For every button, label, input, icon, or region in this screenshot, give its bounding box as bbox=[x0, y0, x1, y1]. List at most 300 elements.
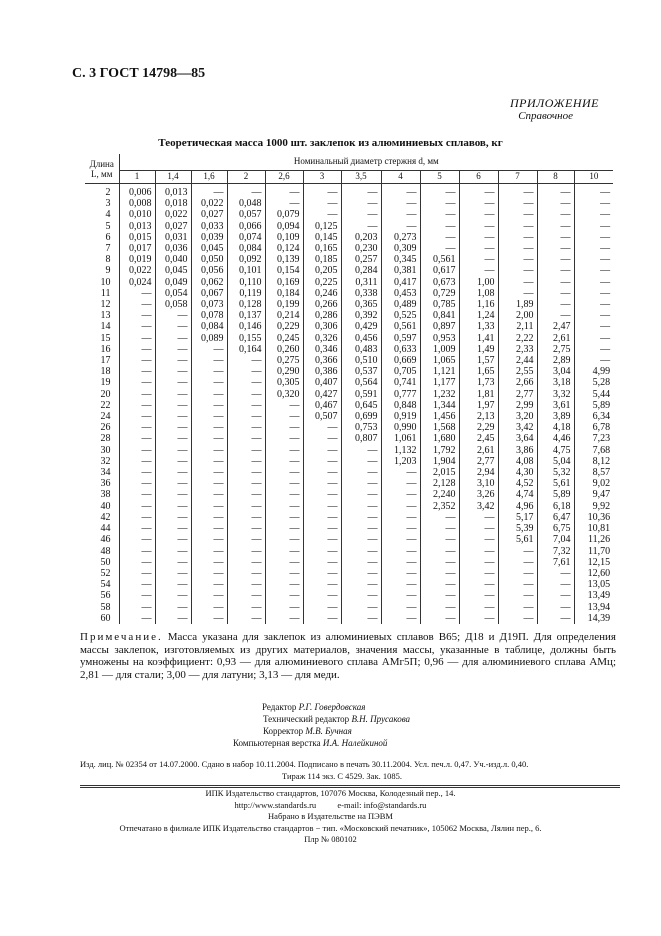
mass-cell: 0,507 bbox=[303, 411, 341, 422]
mass-cell: 3,61 bbox=[537, 400, 574, 411]
mass-cell: — bbox=[420, 523, 459, 534]
length-cell: 40 bbox=[85, 501, 119, 512]
mass-cell: — bbox=[155, 501, 191, 512]
mass-cell: — bbox=[341, 568, 381, 579]
mass-cell: — bbox=[191, 366, 227, 377]
mass-cell: — bbox=[265, 478, 303, 489]
mass-cell: — bbox=[265, 184, 303, 199]
mass-cell: 5,89 bbox=[574, 400, 613, 411]
mass-cell: — bbox=[574, 321, 613, 332]
mass-cell: 5,04 bbox=[537, 456, 574, 467]
mass-cell: — bbox=[459, 184, 498, 199]
table-row bbox=[85, 277, 613, 288]
mass-cell: — bbox=[191, 344, 227, 355]
length-cell: 28 bbox=[85, 433, 119, 444]
mass-cell: 2,33 bbox=[498, 344, 537, 355]
mass-cell: — bbox=[119, 445, 155, 456]
mass-cell: 1,97 bbox=[459, 400, 498, 411]
mass-cell: 4,96 bbox=[498, 501, 537, 512]
mass-cell: 0,062 bbox=[191, 277, 227, 288]
mass-cell: — bbox=[155, 579, 191, 590]
mass-cell: — bbox=[227, 445, 265, 456]
mass-cell: 12,15 bbox=[574, 557, 613, 568]
mass-cell: — bbox=[265, 579, 303, 590]
mass-cell: — bbox=[155, 613, 191, 624]
mass-cell: 2,66 bbox=[498, 377, 537, 388]
diameter-cell: 1,6 bbox=[191, 171, 227, 184]
mass-cell: — bbox=[341, 557, 381, 568]
mass-cell: 1,061 bbox=[381, 433, 420, 444]
table-title: Теоретическая масса 1000 шт. заклепок из алюминиевых сплавов, кг bbox=[158, 137, 503, 149]
mass-cell: — bbox=[381, 557, 420, 568]
mass-cell: 2,89 bbox=[537, 355, 574, 366]
mass-cell: — bbox=[303, 613, 341, 624]
mass-cell: 0,591 bbox=[341, 389, 381, 400]
mass-cell: — bbox=[191, 568, 227, 579]
mass-cell: 0,617 bbox=[420, 265, 459, 276]
length-cell: 30 bbox=[85, 445, 119, 456]
length-cell: 2 bbox=[85, 184, 119, 199]
mass-cell: 0,919 bbox=[381, 411, 420, 422]
mass-cell: — bbox=[227, 355, 265, 366]
mass-cell: — bbox=[498, 243, 537, 254]
mass-cell: — bbox=[574, 184, 613, 199]
mass-cell: — bbox=[574, 232, 613, 243]
mass-cell: — bbox=[119, 602, 155, 613]
length-cell: 13 bbox=[85, 310, 119, 321]
mass-cell: — bbox=[459, 265, 498, 276]
length-cell: 56 bbox=[85, 590, 119, 601]
mass-cell: — bbox=[420, 243, 459, 254]
mass-cell: — bbox=[227, 501, 265, 512]
table-row bbox=[85, 411, 613, 422]
mass-cell: 0,010 bbox=[119, 209, 155, 220]
mass-cell: — bbox=[119, 288, 155, 299]
table-row bbox=[85, 333, 613, 344]
mass-cell: 1,065 bbox=[420, 355, 459, 366]
mass-cell: — bbox=[381, 478, 420, 489]
mass-cell: 0,128 bbox=[227, 299, 265, 310]
mass-cell: — bbox=[459, 590, 498, 601]
mass-cell: — bbox=[191, 613, 227, 624]
appendix-subtitle: Справочное bbox=[518, 110, 573, 122]
mass-cell: — bbox=[119, 579, 155, 590]
mass-cell: 0,049 bbox=[155, 277, 191, 288]
mass-cell: — bbox=[420, 579, 459, 590]
length-cell: 12 bbox=[85, 299, 119, 310]
table-row bbox=[85, 590, 613, 601]
mass-cell: 0,673 bbox=[420, 277, 459, 288]
mass-cell: — bbox=[498, 590, 537, 601]
credit-person: В.Н. Прусакова bbox=[351, 714, 411, 724]
mass-cell: — bbox=[341, 602, 381, 613]
mass-cell: — bbox=[498, 232, 537, 243]
mass-cell: — bbox=[119, 501, 155, 512]
mass-cell: — bbox=[420, 221, 459, 232]
diameter-cell: 2 bbox=[227, 171, 265, 184]
diameter-cell: 2,6 bbox=[265, 171, 303, 184]
mass-cell: 0,008 bbox=[119, 198, 155, 209]
page-header: С. 3 ГОСТ 14798—85 bbox=[72, 66, 206, 81]
length-cell: 32 bbox=[85, 456, 119, 467]
mass-cell: — bbox=[227, 389, 265, 400]
mass-cell: 1,73 bbox=[459, 377, 498, 388]
mass-cell: 2,77 bbox=[498, 389, 537, 400]
mass-cell: 2,45 bbox=[459, 433, 498, 444]
mass-cell: 1,16 bbox=[459, 299, 498, 310]
table-row bbox=[85, 389, 613, 400]
mass-cell: — bbox=[303, 445, 341, 456]
mass-cell: — bbox=[459, 243, 498, 254]
mass-cell: — bbox=[498, 602, 537, 613]
table-row bbox=[85, 355, 613, 366]
mass-cell: 0,074 bbox=[227, 232, 265, 243]
mass-cell: — bbox=[341, 209, 381, 220]
mass-cell: 0,205 bbox=[303, 265, 341, 276]
mass-cell: — bbox=[498, 557, 537, 568]
mass-cell: 2,47 bbox=[537, 321, 574, 332]
mass-cell: — bbox=[459, 198, 498, 209]
mass-cell: — bbox=[119, 546, 155, 557]
mass-cell: 0,320 bbox=[265, 389, 303, 400]
mass-cell: 1,792 bbox=[420, 445, 459, 456]
length-cell: 54 bbox=[85, 579, 119, 590]
length-cell: 17 bbox=[85, 355, 119, 366]
mass-cell: 0,078 bbox=[191, 310, 227, 321]
mass-cell: 2,61 bbox=[459, 445, 498, 456]
mass-cell: 3,89 bbox=[537, 411, 574, 422]
mass-cell: 0,699 bbox=[341, 411, 381, 422]
mass-cell: 10,81 bbox=[574, 523, 613, 534]
mass-cell: — bbox=[537, 209, 574, 220]
mass-cell: 0,199 bbox=[265, 299, 303, 310]
mass-cell: 0,669 bbox=[381, 355, 420, 366]
mass-cell: 5,89 bbox=[537, 489, 574, 500]
mass-cell: 0,275 bbox=[265, 355, 303, 366]
publisher-line5: Плр № 080102 bbox=[304, 834, 357, 845]
mass-cell: — bbox=[459, 523, 498, 534]
mass-cell: — bbox=[155, 355, 191, 366]
mass-cell: — bbox=[381, 512, 420, 523]
mass-cell: 0,366 bbox=[303, 355, 341, 366]
mass-cell: 0,225 bbox=[303, 277, 341, 288]
mass-cell: — bbox=[420, 512, 459, 523]
mass-cell: — bbox=[191, 184, 227, 199]
mass-cell: 7,68 bbox=[574, 445, 613, 456]
mass-cell: 0,741 bbox=[381, 377, 420, 388]
mass-cell: 0,246 bbox=[303, 288, 341, 299]
mass-cell: — bbox=[191, 534, 227, 545]
mass-cell: 4,18 bbox=[537, 422, 574, 433]
mass-cell: — bbox=[119, 512, 155, 523]
mass-cell: — bbox=[341, 613, 381, 624]
mass-cell: — bbox=[459, 232, 498, 243]
mass-cell: 0,084 bbox=[191, 321, 227, 332]
mass-cell: 4,52 bbox=[498, 478, 537, 489]
mass-cell: — bbox=[459, 534, 498, 545]
mass-cell: 8,12 bbox=[574, 456, 613, 467]
diameter-cell: 6 bbox=[459, 171, 498, 184]
table-row bbox=[85, 534, 613, 545]
mass-cell: 0,807 bbox=[341, 433, 381, 444]
length-cell: 15 bbox=[85, 333, 119, 344]
credit-role: Корректор bbox=[263, 726, 304, 736]
mass-cell: — bbox=[227, 377, 265, 388]
mass-cell: 2,13 bbox=[459, 411, 498, 422]
mass-cell: 0,346 bbox=[303, 344, 341, 355]
mass-cell: — bbox=[227, 546, 265, 557]
length-cell: 6 bbox=[85, 232, 119, 243]
mass-cell: 0,040 bbox=[155, 254, 191, 265]
mass-cell: — bbox=[381, 198, 420, 209]
mass-cell: 0,597 bbox=[381, 333, 420, 344]
mass-cell: 2,55 bbox=[498, 366, 537, 377]
mass-cell: — bbox=[155, 321, 191, 332]
mass-cell: 0,561 bbox=[420, 254, 459, 265]
mass-cell: — bbox=[459, 613, 498, 624]
table-row bbox=[85, 467, 613, 478]
mass-cell: 0,024 bbox=[119, 277, 155, 288]
mass-cell: — bbox=[341, 198, 381, 209]
mass-cell: 1,203 bbox=[381, 456, 420, 467]
mass-cell: 1,009 bbox=[420, 344, 459, 355]
mass-cell: — bbox=[537, 568, 574, 579]
divider-1 bbox=[80, 785, 620, 786]
mass-cell: 0,015 bbox=[119, 232, 155, 243]
publisher-line1: ИПК Издательство стандартов, 107076 Москва, Колодезный пер., 14. bbox=[205, 788, 456, 798]
mass-cell: — bbox=[537, 265, 574, 276]
mass-cell: — bbox=[420, 590, 459, 601]
length-cell: 52 bbox=[85, 568, 119, 579]
mass-cell: — bbox=[191, 433, 227, 444]
mass-cell: — bbox=[341, 184, 381, 199]
mass-cell: — bbox=[191, 501, 227, 512]
mass-cell: 9,47 bbox=[574, 489, 613, 500]
mass-cell: 0,365 bbox=[341, 299, 381, 310]
mass-cell: 5,61 bbox=[537, 478, 574, 489]
diameter-row bbox=[85, 171, 613, 184]
mass-cell: — bbox=[119, 489, 155, 500]
mass-cell: 1,344 bbox=[420, 400, 459, 411]
imprint bbox=[80, 758, 620, 782]
length-header-line1: Длина bbox=[89, 158, 114, 169]
mass-cell: 8,57 bbox=[574, 467, 613, 478]
mass-cell: — bbox=[265, 613, 303, 624]
mass-cell: — bbox=[303, 456, 341, 467]
mass-cell: — bbox=[381, 489, 420, 500]
mass-cell: — bbox=[119, 568, 155, 579]
mass-cell: — bbox=[381, 602, 420, 613]
mass-cell: 0,230 bbox=[341, 243, 381, 254]
mass-cell: — bbox=[227, 478, 265, 489]
mass-cell: — bbox=[227, 512, 265, 523]
mass-cell: — bbox=[303, 184, 341, 199]
mass-cell: — bbox=[227, 579, 265, 590]
mass-table bbox=[85, 154, 613, 624]
length-cell: 50 bbox=[85, 557, 119, 568]
table-row bbox=[85, 523, 613, 534]
mass-cell: 0,489 bbox=[381, 299, 420, 310]
mass-cell: 0,392 bbox=[341, 310, 381, 321]
mass-cell: 1,456 bbox=[420, 411, 459, 422]
mass-cell: 0,013 bbox=[119, 221, 155, 232]
length-cell: 18 bbox=[85, 366, 119, 377]
mass-cell: — bbox=[119, 411, 155, 422]
mass-cell: — bbox=[191, 400, 227, 411]
mass-cell: — bbox=[303, 512, 341, 523]
mass-cell: — bbox=[119, 523, 155, 534]
mass-cell: — bbox=[155, 377, 191, 388]
mass-cell: — bbox=[191, 602, 227, 613]
mass-cell: 0,645 bbox=[341, 400, 381, 411]
table-row bbox=[85, 243, 613, 254]
mass-cell: — bbox=[537, 288, 574, 299]
mass-cell: 2,94 bbox=[459, 467, 498, 478]
mass-cell: — bbox=[119, 310, 155, 321]
mass-cell: 0,154 bbox=[265, 265, 303, 276]
mass-cell: — bbox=[119, 389, 155, 400]
mass-cell: — bbox=[303, 579, 341, 590]
mass-cell: — bbox=[191, 546, 227, 557]
mass-cell: — bbox=[574, 254, 613, 265]
mass-cell: — bbox=[227, 568, 265, 579]
mass-cell: — bbox=[191, 456, 227, 467]
mass-cell: — bbox=[119, 456, 155, 467]
mass-cell: 1,89 bbox=[498, 299, 537, 310]
length-cell: 42 bbox=[85, 512, 119, 523]
mass-cell: — bbox=[574, 209, 613, 220]
mass-cell: — bbox=[420, 232, 459, 243]
mass-cell: 1,232 bbox=[420, 389, 459, 400]
mass-cell: 0,027 bbox=[155, 221, 191, 232]
mass-cell: 0,453 bbox=[381, 288, 420, 299]
length-cell: 10 bbox=[85, 277, 119, 288]
mass-cell: — bbox=[155, 422, 191, 433]
table-row bbox=[85, 422, 613, 433]
mass-cell: — bbox=[265, 467, 303, 478]
mass-cell: 1,904 bbox=[420, 456, 459, 467]
mass-cell: 0,050 bbox=[191, 254, 227, 265]
mass-cell: — bbox=[265, 445, 303, 456]
mass-cell: 0,017 bbox=[119, 243, 155, 254]
mass-cell: — bbox=[303, 489, 341, 500]
mass-cell: — bbox=[498, 265, 537, 276]
mass-cell: 1,49 bbox=[459, 344, 498, 355]
mass-cell: 11,70 bbox=[574, 546, 613, 557]
mass-cell: 0,427 bbox=[303, 389, 341, 400]
mass-cell: — bbox=[119, 299, 155, 310]
mass-cell: 0,022 bbox=[191, 198, 227, 209]
mass-cell: — bbox=[119, 400, 155, 411]
mass-cell: — bbox=[191, 579, 227, 590]
mass-cell: 12,60 bbox=[574, 568, 613, 579]
mass-cell: — bbox=[574, 243, 613, 254]
mass-cell: — bbox=[459, 546, 498, 557]
mass-cell: 7,23 bbox=[574, 433, 613, 444]
mass-cell: — bbox=[420, 209, 459, 220]
mass-cell: — bbox=[191, 422, 227, 433]
mass-cell: — bbox=[265, 422, 303, 433]
mass-cell: 1,81 bbox=[459, 389, 498, 400]
length-cell: 14 bbox=[85, 321, 119, 332]
mass-cell: — bbox=[498, 221, 537, 232]
mass-cell: — bbox=[341, 546, 381, 557]
mass-cell: 3,20 bbox=[498, 411, 537, 422]
mass-cell: — bbox=[155, 568, 191, 579]
mass-cell: 0,286 bbox=[303, 310, 341, 321]
mass-cell: — bbox=[381, 209, 420, 220]
mass-cell: — bbox=[303, 534, 341, 545]
mass-cell: 0,079 bbox=[265, 209, 303, 220]
length-cell: 36 bbox=[85, 478, 119, 489]
mass-cell: — bbox=[265, 198, 303, 209]
publisher-line4: Отпечатано в филиале ИПК Издательство стандартов − тип. «Московский печатник», 105062 Москва, Лялин пер., 6. bbox=[119, 822, 542, 833]
mass-cell: 0,245 bbox=[265, 333, 303, 344]
mass-cell: 13,49 bbox=[574, 590, 613, 601]
mass-cell: — bbox=[265, 456, 303, 467]
mass-cell: 3,10 bbox=[459, 478, 498, 489]
mass-cell: 6,75 bbox=[537, 523, 574, 534]
mass-cell: — bbox=[381, 534, 420, 545]
mass-cell: 0,306 bbox=[303, 321, 341, 332]
credit-person: М.В. Бучная bbox=[305, 726, 352, 736]
mass-cell: — bbox=[537, 299, 574, 310]
mass-cell: — bbox=[498, 613, 537, 624]
mass-cell: 1,41 bbox=[459, 333, 498, 344]
diameter-cell: 10 bbox=[574, 171, 613, 184]
mass-cell: 9,92 bbox=[574, 501, 613, 512]
mass-cell: 3,04 bbox=[537, 366, 574, 377]
mass-cell: — bbox=[191, 389, 227, 400]
mass-cell: — bbox=[155, 433, 191, 444]
mass-cell: — bbox=[574, 344, 613, 355]
table-row bbox=[85, 344, 613, 355]
mass-cell: 0,027 bbox=[191, 209, 227, 220]
mass-cell: 0,777 bbox=[381, 389, 420, 400]
mass-cell: — bbox=[155, 333, 191, 344]
mass-cell: — bbox=[498, 254, 537, 265]
table-row bbox=[85, 288, 613, 299]
mass-cell: — bbox=[341, 579, 381, 590]
mass-cell: 0,048 bbox=[227, 198, 265, 209]
mass-cell: 3,18 bbox=[537, 377, 574, 388]
mass-cell: 4,74 bbox=[498, 489, 537, 500]
note-label: Примечание. bbox=[80, 631, 163, 643]
mass-cell: 0,326 bbox=[303, 333, 341, 344]
mass-cell: — bbox=[265, 557, 303, 568]
mass-cell: 0,139 bbox=[265, 254, 303, 265]
length-cell: 4 bbox=[85, 209, 119, 220]
mass-cell: 0,145 bbox=[303, 232, 341, 243]
mass-cell: — bbox=[119, 478, 155, 489]
mass-cell: 0,019 bbox=[119, 254, 155, 265]
mass-cell: 0,018 bbox=[155, 198, 191, 209]
mass-cell: 0,467 bbox=[303, 400, 341, 411]
mass-cell: — bbox=[119, 467, 155, 478]
table-row bbox=[85, 310, 613, 321]
mass-cell: — bbox=[119, 534, 155, 545]
mass-cell: 0,125 bbox=[303, 221, 341, 232]
credit-role: Технический редактор bbox=[263, 714, 350, 724]
mass-cell: — bbox=[574, 355, 613, 366]
mass-cell: 2,99 bbox=[498, 400, 537, 411]
mass-cell: 1,680 bbox=[420, 433, 459, 444]
mass-cell: 0,483 bbox=[341, 344, 381, 355]
mass-cell: — bbox=[341, 590, 381, 601]
mass-cell: — bbox=[227, 590, 265, 601]
mass-cell: — bbox=[155, 602, 191, 613]
mass-cell: 2,11 bbox=[498, 321, 537, 332]
